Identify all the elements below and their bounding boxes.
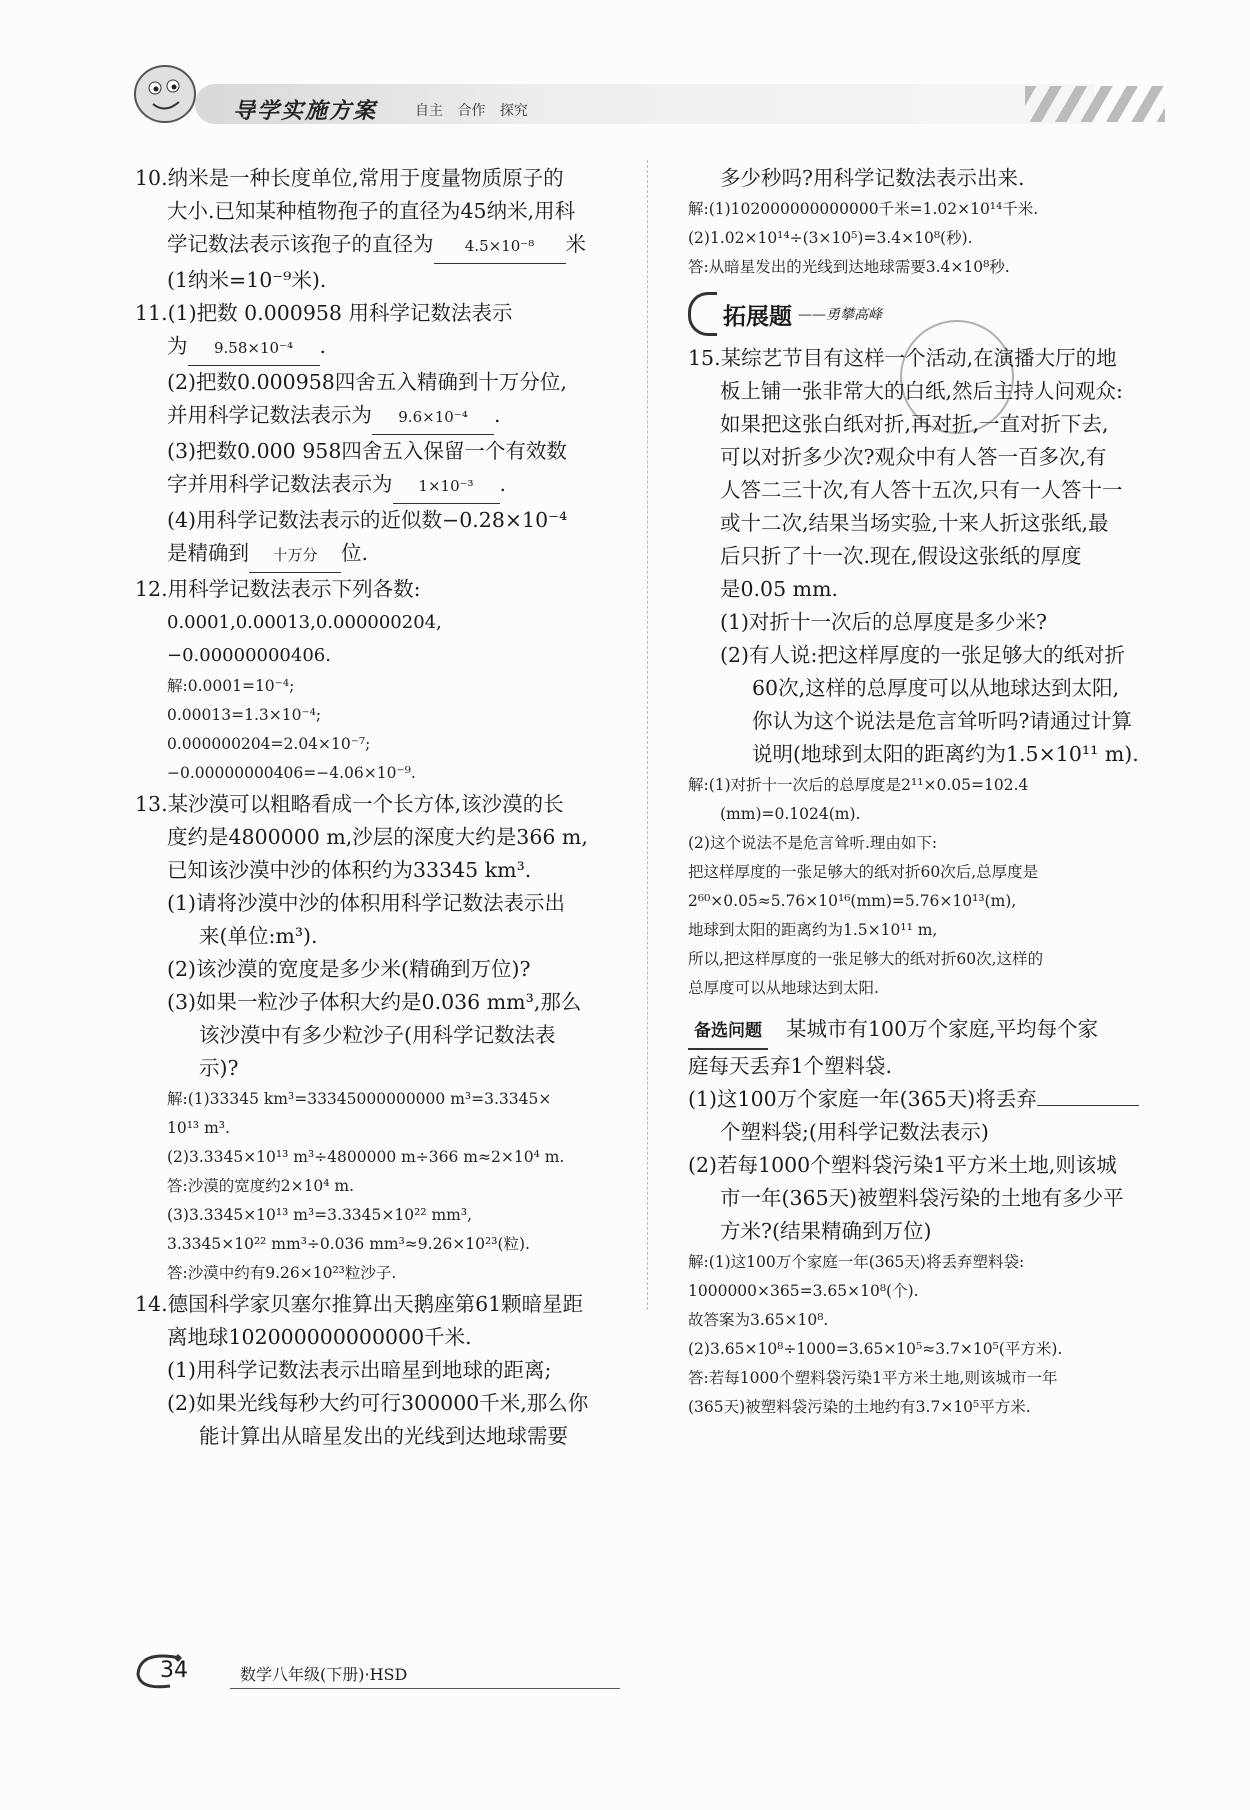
q13-sol1: 解:(1)33345 km³=33345000000000 m³=3.3345× xyxy=(167,1090,552,1108)
q15-sol2: (mm)=0.1024(m). xyxy=(720,805,861,823)
q11-line6: 字并用科学记数法表示为 1×10⁻³ . xyxy=(135,468,635,504)
q13-line2: 度约是4800000 m,沙层的深度大约是366 m, xyxy=(167,825,588,849)
q10-line1: 10.纳米是一种长度单位,常用于度量物质原子的 xyxy=(135,166,564,190)
q13-sol7: 答:沙漠中约有9.26×10²³粒沙子. xyxy=(167,1264,397,1282)
backup-answer1 xyxy=(1037,1105,1139,1106)
q15-sol6: 地球到太阳的距离约为1.5×10¹¹ m, xyxy=(688,921,938,939)
q15-line5: 人答二三十次,有人答十五次,只有一人答十一 xyxy=(720,478,1123,502)
backup-sol4: (2)3.65×10⁸÷1000=3.65×10⁵≈3.7×10⁵(平方米). xyxy=(688,1340,1063,1358)
backup-sol5: 答:若每1000个塑料袋污染1平方米土地,则该城市一年 xyxy=(688,1369,1058,1387)
q11-answer3: 1×10⁻³ xyxy=(393,470,500,504)
q10-line3 xyxy=(135,228,635,264)
footer-text: 数学八年级(下册)·HSD xyxy=(240,1665,408,1684)
page-number: 34 xyxy=(160,1658,188,1683)
backup-sol3: 故答案为3.65×10⁸. xyxy=(688,1311,829,1329)
stamp-mark xyxy=(900,320,1014,434)
q13-p3a: (3)如果一粒沙子体积大约是0.036 mm³,那么 xyxy=(167,990,582,1014)
backup-p1a-text: (1)这100万个家庭一年(365天)将丢弃 xyxy=(688,1087,1037,1111)
backup-p2b: 市一年(365天)被塑料袋污染的土地有多少平 xyxy=(720,1186,1124,1210)
mascot-icon xyxy=(125,62,205,132)
q12-sol2: 0.00013=1.3×10⁻⁴; xyxy=(167,706,322,724)
q12-line1: 12.用科学记数法表示下列各数: xyxy=(135,577,421,601)
q15-line3: 如果把这张白纸对折,再对折,一直对折下去, xyxy=(720,412,1109,436)
backup-line2: 庭每天丢弃1个塑料袋. xyxy=(688,1054,893,1078)
q15-line4: 可以对折多少次?观众中有人答一百多次,有 xyxy=(720,445,1107,469)
backup-text1: 某城市有100万个家庭,平均每个家 xyxy=(786,1017,1099,1041)
q11-p4c: 位. xyxy=(341,541,369,565)
q11-line3: (2)把数0.000958四舍五入精确到十万分位, xyxy=(167,370,567,394)
backup-sol6: (365天)被塑料袋污染的土地约有3.7×10⁵平方米. xyxy=(688,1398,1031,1416)
q15-sol7: 所以,把这样厚度的一张足够大的纸对折60次,这样的 xyxy=(688,950,1044,968)
q14-sol1: 解:(1)102000000000000千米=1.02×10¹⁴千米. xyxy=(688,200,1039,218)
q15-p2a: (2)有人说:把这样厚度的一张足够大的纸对折 xyxy=(720,643,1125,667)
q13-sol5: (3)3.3345×10¹³ m³=3.3345×10²² mm³, xyxy=(167,1206,472,1224)
q13-line1: 13.某沙漠可以粗略看成一个长方体,该沙漠的长 xyxy=(135,792,564,816)
q14-p2c: 多少秒吗?用科学记数法表示出来. xyxy=(720,166,1025,190)
q11-line1: 11.(1)把数 0.000958 用科学记数法表示 xyxy=(135,301,513,325)
q11-line4: 并用科学记数法表示为 9.6×10⁻⁴ . xyxy=(135,399,635,435)
q14-p1: (1)用科学记数法表示出暗星到地球的距离; xyxy=(167,1358,552,1382)
q11-answer4: 十万分 xyxy=(249,539,341,573)
backup-line1 xyxy=(688,1013,1168,1050)
q13-p3b: 该沙漠中有多少粒沙子(用科学记数法表 xyxy=(199,1023,556,1047)
header-stripes xyxy=(1025,86,1165,122)
header-title: 导学实施方案 xyxy=(233,99,378,124)
q10-line5: (1纳米=10⁻⁹米). xyxy=(167,268,327,292)
q15-p1: (1)对折十一次后的总厚度是多少米? xyxy=(720,610,1048,634)
q15-sol5: 2⁶⁰×0.05≈5.76×10¹⁶(mm)=5.76×10¹³(m), xyxy=(688,892,1017,910)
q11-answer2: 9.6×10⁻⁴ xyxy=(372,401,494,435)
q11-line5: (3)把数0.000 958四舍五入保留一个有效数 xyxy=(167,439,567,463)
q13-p1a: (1)请将沙漠中沙的体积用科学记数法表示出 xyxy=(167,891,566,915)
q15-sol4: 把这样厚度的一张足够大的纸对折60次后,总厚度是 xyxy=(688,863,1039,881)
header-subtitle: 自主 合作 探究 xyxy=(415,103,528,119)
footer-rule xyxy=(230,1688,620,1689)
q15-sol1: 解:(1)对折十一次后的总厚度是2¹¹×0.05=102.4 xyxy=(688,776,1029,794)
backup-label: 备选问题 xyxy=(688,1015,768,1050)
q15-p2b: 60次,这样的总厚度可以从地球达到太阳, xyxy=(752,676,1120,700)
q13-p3c: 示)? xyxy=(199,1056,239,1080)
page-footer xyxy=(130,1640,490,1690)
q13-p1b: 来(单位:m³). xyxy=(199,924,318,948)
q11-p4b: 是精确到 xyxy=(167,541,249,565)
left-column xyxy=(135,162,635,1453)
q15-p2c: 你认为这个说法是危言耸听吗?请通过计算 xyxy=(752,709,1132,733)
q15-line1: 15.某综艺节目有这样一个活动,在演播大厅的地 xyxy=(688,346,1117,370)
q14-sol3: 答:从暗星发出的光线到达地球需要3.4×10⁸秒. xyxy=(688,258,1010,276)
q14-p2a: (2)如果光线每秒大约可行300000千米,那么你 xyxy=(167,1391,589,1415)
q14-line1: 14.德国科学家贝塞尔推算出天鹅座第61颗暗星距 xyxy=(135,1292,584,1316)
backup-p1b: 个塑料袋;(用科学记数法表示) xyxy=(720,1120,989,1144)
q15-sol8: 总厚度可以从地球达到太阳. xyxy=(688,979,879,997)
q10-text4: 米 xyxy=(565,232,586,256)
q15-line6: 或十二次,结果当场实验,十来人折这张纸,最 xyxy=(720,511,1109,535)
q10-line2: 大小.已知某种植物孢子的直径为45纳米,用科 xyxy=(167,199,576,223)
backup-p1a xyxy=(688,1083,1168,1116)
q13-sol6: 3.3345×10²² mm³÷0.036 mm³≈9.26×10²³(粒). xyxy=(167,1235,530,1253)
q12-nums1: 0.0001,0.00013,0.000000204, xyxy=(167,612,442,633)
q13-p2: (2)该沙漠的宽度是多少米(精确到万位)? xyxy=(167,957,531,981)
q13-sol3: (2)3.3345×10¹³ m³÷4800000 m÷366 m≈2×10⁴ m. xyxy=(167,1148,565,1166)
q13-line3: 已知该沙漠中沙的体积约为33345 km³. xyxy=(167,858,532,882)
q14-line2: 离地球102000000000000千米. xyxy=(167,1325,472,1349)
section-subtitle: ——勇攀高峰 xyxy=(798,307,882,323)
q15-p2d: 说明(地球到太阳的距离约为1.5×10¹¹ m). xyxy=(752,742,1139,766)
page-header xyxy=(125,70,1165,128)
q11-p1b: 为 xyxy=(167,334,188,358)
column-divider xyxy=(647,160,648,1310)
q11-line7: (4)用科学记数法表示的近似数−0.28×10⁻⁴ xyxy=(167,508,568,532)
q12-sol4: −0.00000000406=−4.06×10⁻⁹. xyxy=(167,764,416,782)
q15-line7: 后只折了十一次.现在,假设这张纸的厚度 xyxy=(720,544,1082,568)
q15-line2: 板上铺一张非常大的白纸,然后主持人问观众: xyxy=(720,379,1123,403)
backup-p2c: 方米?(结果精确到万位) xyxy=(720,1219,932,1243)
q12-sol1: 解:0.0001=10⁻⁴; xyxy=(167,677,295,695)
q11-p2b: 并用科学记数法表示为 xyxy=(167,403,372,427)
section-bracket-icon xyxy=(688,292,717,336)
q11-line8 xyxy=(135,537,635,573)
q11-p3b: 字并用科学记数法表示为 xyxy=(167,472,393,496)
q13-sol4: 答:沙漠的宽度约2×10⁴ m. xyxy=(167,1177,355,1195)
q14-sol2: (2)1.02×10¹⁴÷(3×10⁵)=3.4×10⁸(秒). xyxy=(688,229,973,247)
q11-answer1: 9.58×10⁻⁴ xyxy=(188,332,320,366)
section-title: 拓展题 xyxy=(723,303,792,330)
backup-p2a: (2)若每1000个塑料袋污染1平方米土地,则该城 xyxy=(688,1153,1117,1177)
backup-sol2: 1000000×365=3.65×10⁸(个). xyxy=(688,1282,919,1300)
q14-p2b: 能计算出从暗星发出的光线到达地球需要 xyxy=(199,1424,568,1448)
q12-nums2: −0.00000000406. xyxy=(167,645,331,666)
q10-answer: 4.5×10⁻⁸ xyxy=(434,230,566,264)
q15-sol3: (2)这个说法不是危言耸听.理由如下: xyxy=(688,834,938,852)
q12-sol3: 0.000000204=2.04×10⁻⁷; xyxy=(167,735,371,753)
q13-sol2: 10¹³ m³. xyxy=(167,1119,230,1137)
q10-text3: 学记数法表示该孢子的直径为 xyxy=(167,232,434,256)
backup-sol1: 解:(1)这100万个家庭一年(365天)将丢弃塑料袋: xyxy=(688,1253,1025,1271)
q11-line2: 为 9.58×10⁻⁴ . xyxy=(135,330,635,366)
q15-line8: 是0.05 mm. xyxy=(720,577,839,601)
